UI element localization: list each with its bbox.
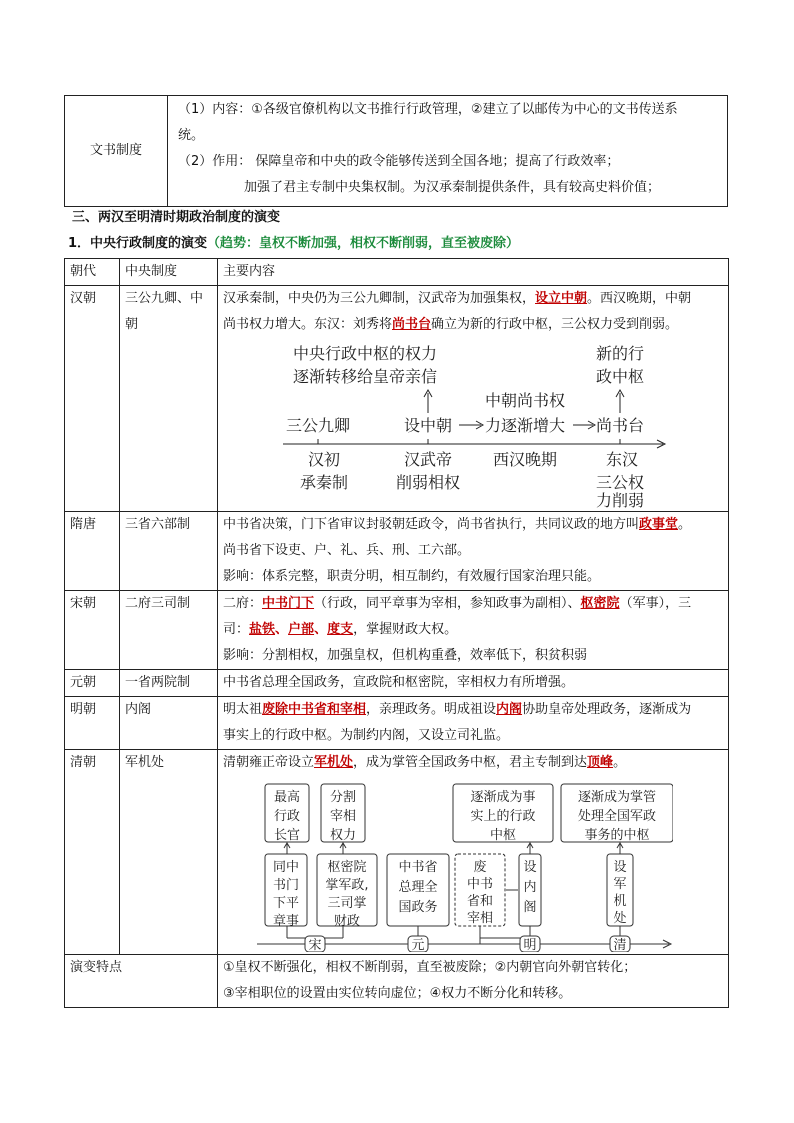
system-cell: 内阁 bbox=[120, 697, 218, 750]
content-line: （1）内容：①各级官僚机构以文书推行行政管理，②建立了以邮传为中心的文书传送系 bbox=[178, 102, 678, 117]
features-label: 演变特点 bbox=[65, 955, 218, 1008]
content-cell bbox=[218, 697, 729, 750]
diagram-box-text: 中书省 bbox=[398, 860, 438, 875]
content-line: 二府：中书门下（行政，同平章事为宰相，参知政事为副相）、枢密院（军事），三 bbox=[223, 596, 692, 611]
content-line: 明太祖废除中书省和宰相，亲理政务。明成祖设内阁协助皇帝处理政务，逐渐成为 bbox=[223, 702, 692, 717]
content-line: 司：盐铁、户部、度支，掌握财政大权。 bbox=[223, 622, 458, 637]
highlight-term: 中书门下 bbox=[262, 596, 315, 611]
diagram-label: 承秦制 bbox=[300, 473, 349, 492]
content-line: （2）作用： 保障皇帝和中央的政令能够传送到全国各地；提高了行政效率； bbox=[178, 154, 620, 169]
diagram-box-text: 最高 bbox=[273, 790, 301, 805]
dynasty-cell: 明朝 bbox=[65, 697, 120, 750]
diagram-box-text: 同中 bbox=[272, 860, 300, 875]
han-evolution-diagram bbox=[223, 338, 673, 508]
diagram-box-text: 中书 bbox=[466, 877, 494, 892]
axis-label: 清 bbox=[613, 938, 627, 952]
diagram-box-text: 中枢 bbox=[489, 828, 517, 843]
diagram-label: 削弱相权 bbox=[396, 473, 461, 492]
diagram-box-text: 废 bbox=[473, 860, 487, 875]
diagram-box-text: 省和 bbox=[466, 894, 494, 909]
content-line: 事实上的行政中枢。为制约内阁，又设立司礼监。 bbox=[223, 728, 510, 743]
diagram-box-text: 书门 bbox=[272, 878, 300, 893]
content-cell bbox=[218, 591, 729, 670]
diagram-box-text: 总理全 bbox=[398, 880, 438, 895]
header-system: 中央制度 bbox=[120, 259, 218, 286]
diagram-box-text: 行政 bbox=[273, 809, 301, 824]
highlight-term: 内阁 bbox=[496, 702, 523, 717]
diagram-label: 力削弱 bbox=[596, 491, 645, 508]
content-line: ③宰相职位的设置由实位转向虚位；④权力不断分化和转移。 bbox=[223, 986, 572, 1001]
diagram-label: 汉初 bbox=[308, 450, 341, 469]
diagram-boxes bbox=[257, 784, 673, 952]
diagram-label: 新的行 bbox=[596, 344, 645, 363]
diagram-label: 中央行政中枢的权力 bbox=[293, 344, 438, 363]
highlight-term: 政事堂 bbox=[639, 517, 679, 532]
axis-label: 明 bbox=[523, 938, 537, 952]
content-cell bbox=[218, 512, 729, 591]
diagram-box-text: 军 bbox=[613, 877, 627, 892]
content-line: 统。 bbox=[178, 128, 205, 143]
diagram-box-text: 宰相 bbox=[329, 809, 357, 824]
diagram-box-text: 掌军政, bbox=[325, 878, 369, 893]
diagram-label: 汉武帝 bbox=[404, 450, 453, 469]
table-row bbox=[65, 955, 729, 1008]
diagram-box-text: 处理全国军政 bbox=[577, 809, 657, 824]
content-line: 中书省决策，门下省审议封驳朝廷政令，尚书省执行，共同议政的地方叫政事堂。 bbox=[223, 517, 692, 532]
diagram-box-text: 机 bbox=[613, 894, 627, 909]
content-line: ①皇权不断强化，相权不断削弱，直至被废除；②内朝官向外朝官转化； bbox=[223, 960, 637, 975]
diagram-box-text: 权力 bbox=[329, 828, 357, 843]
content-cell bbox=[218, 286, 729, 512]
table-row bbox=[65, 697, 729, 750]
content-line: 加强了君主专制中央集权制。为汉承秦制提供条件，具有较高史料价值； bbox=[244, 180, 661, 195]
system-cell: 军机处 bbox=[120, 750, 218, 955]
header-content: 主要内容 bbox=[218, 259, 729, 286]
dynasty-cell: 隋唐 bbox=[65, 512, 120, 591]
highlight-term: 废除中书省和宰相 bbox=[262, 702, 367, 717]
section-heading: 三、两汉至明清时期政治制度的演变 bbox=[72, 210, 281, 225]
qing-evolution-diagram bbox=[223, 776, 673, 952]
table-header-row bbox=[65, 259, 729, 286]
diagram-box-text: 宰相 bbox=[466, 911, 494, 926]
table-row bbox=[65, 750, 729, 955]
table-row bbox=[65, 591, 729, 670]
diagram-box-text: 长官 bbox=[273, 828, 301, 843]
diagram-label: 逐渐转移给皇帝亲信 bbox=[293, 367, 438, 386]
highlight-term: 军机处 bbox=[314, 755, 354, 770]
content-cell bbox=[218, 955, 729, 1008]
diagram-box-text: 三司掌 bbox=[327, 896, 367, 911]
diagram-box-text: 枢密院 bbox=[327, 860, 367, 875]
diagram-box-text: 事务的中枢 bbox=[584, 828, 650, 843]
diagram-box-text: 财政 bbox=[333, 914, 361, 929]
system-cell: 二府三司制 bbox=[120, 591, 218, 670]
content-line: 影响：体系完整，职责分明，相互制约，有效履行国家治理只能。 bbox=[223, 569, 601, 584]
content-line: 尚书权力增大。东汉：刘秀将尚书台确立为新的行政中枢，三公权力受到削弱。 bbox=[223, 317, 679, 332]
diagram-box-text: 内 bbox=[523, 880, 537, 895]
subsection-title: 1．中央行政制度的演变 bbox=[68, 236, 208, 251]
highlight-term: 盐铁 bbox=[249, 622, 276, 637]
dynasty-cell: 清朝 bbox=[65, 750, 120, 955]
diagram-box-text: 下平 bbox=[272, 896, 300, 911]
highlight-term: 户部 bbox=[288, 622, 315, 637]
diagram-label: 中朝尚书权 bbox=[485, 391, 566, 410]
system-cell: 一省两院制 bbox=[120, 670, 218, 697]
highlight-term: 枢密院 bbox=[580, 596, 620, 611]
content-cell bbox=[218, 750, 729, 955]
highlight-term: 度支 bbox=[327, 622, 354, 637]
table-row bbox=[65, 512, 729, 591]
content-line: 清朝雍正帝设立军机处，成为掌管全国政务中枢，君主专制到达顶峰。 bbox=[223, 755, 627, 770]
diagram-box-text: 国政务 bbox=[398, 900, 438, 915]
content-line: 汉承秦制，中央仍为三公九卿制，汉武帝为加强集权，设立中朝。西汉晚期，中朝 bbox=[223, 291, 692, 306]
table-row bbox=[65, 286, 729, 512]
diagram-node: 设中朝 bbox=[404, 416, 453, 435]
diagram-box-text: 处 bbox=[613, 911, 627, 926]
diagram-box-text: 逐渐成为掌管 bbox=[577, 790, 657, 805]
highlight-term: 设立中朝 bbox=[535, 291, 588, 306]
dynasty-cell: 宋朝 bbox=[65, 591, 120, 670]
system-cell: 三公九卿、中朝 bbox=[120, 286, 218, 512]
row-label-document-system: 文书制度 bbox=[65, 96, 168, 207]
diagram-label: 东汉 bbox=[606, 450, 639, 469]
document-system-content bbox=[168, 96, 728, 207]
axis-label: 宋 bbox=[308, 938, 322, 952]
diagram-node: 尚书台 bbox=[596, 416, 645, 435]
axis-label: 元 bbox=[411, 938, 425, 952]
table-row bbox=[65, 670, 729, 697]
diagram-box-text: 阁 bbox=[523, 900, 537, 915]
content-line: 尚书省下设吏、户、礼、兵、刑、工六部。 bbox=[223, 543, 471, 558]
subsection-heading bbox=[68, 232, 519, 251]
diagram-label: 政中枢 bbox=[596, 367, 645, 386]
diagram-node: 力逐渐增大 bbox=[485, 416, 566, 435]
diagram-box-text: 设 bbox=[523, 860, 537, 875]
content-cell: 中书省总理全国政务，宣政院和枢密院，宰相权力有所增强。 bbox=[218, 670, 729, 697]
highlight-term: 尚书台 bbox=[392, 317, 432, 332]
diagram-box-text: 逐渐成为事 bbox=[470, 790, 536, 805]
diagram-box-text: 分割 bbox=[329, 790, 357, 805]
trend-note: （趋势：皇权不断加强，相权不断削弱，直至被废除） bbox=[207, 236, 520, 251]
diagram-box-text: 实上的行政 bbox=[470, 809, 536, 824]
document-system-table bbox=[64, 95, 728, 207]
system-cell: 三省六部制 bbox=[120, 512, 218, 591]
header-dynasty: 朝代 bbox=[65, 259, 120, 286]
diagram-label: 西汉晚期 bbox=[493, 450, 558, 469]
content-line: 影响：分割相权，加强皇权，但机构重叠，效率低下，积贫积弱 bbox=[223, 648, 588, 663]
diagram-label: 三公权 bbox=[596, 473, 645, 492]
diagram-node: 三公九卿 bbox=[286, 416, 351, 435]
central-admin-table bbox=[64, 258, 729, 1008]
highlight-term: 顶峰 bbox=[587, 755, 614, 770]
diagram-box-text: 章事 bbox=[272, 914, 300, 929]
dynasty-cell: 汉朝 bbox=[65, 286, 120, 512]
dynasty-cell: 元朝 bbox=[65, 670, 120, 697]
diagram-box-text: 设 bbox=[613, 860, 627, 875]
